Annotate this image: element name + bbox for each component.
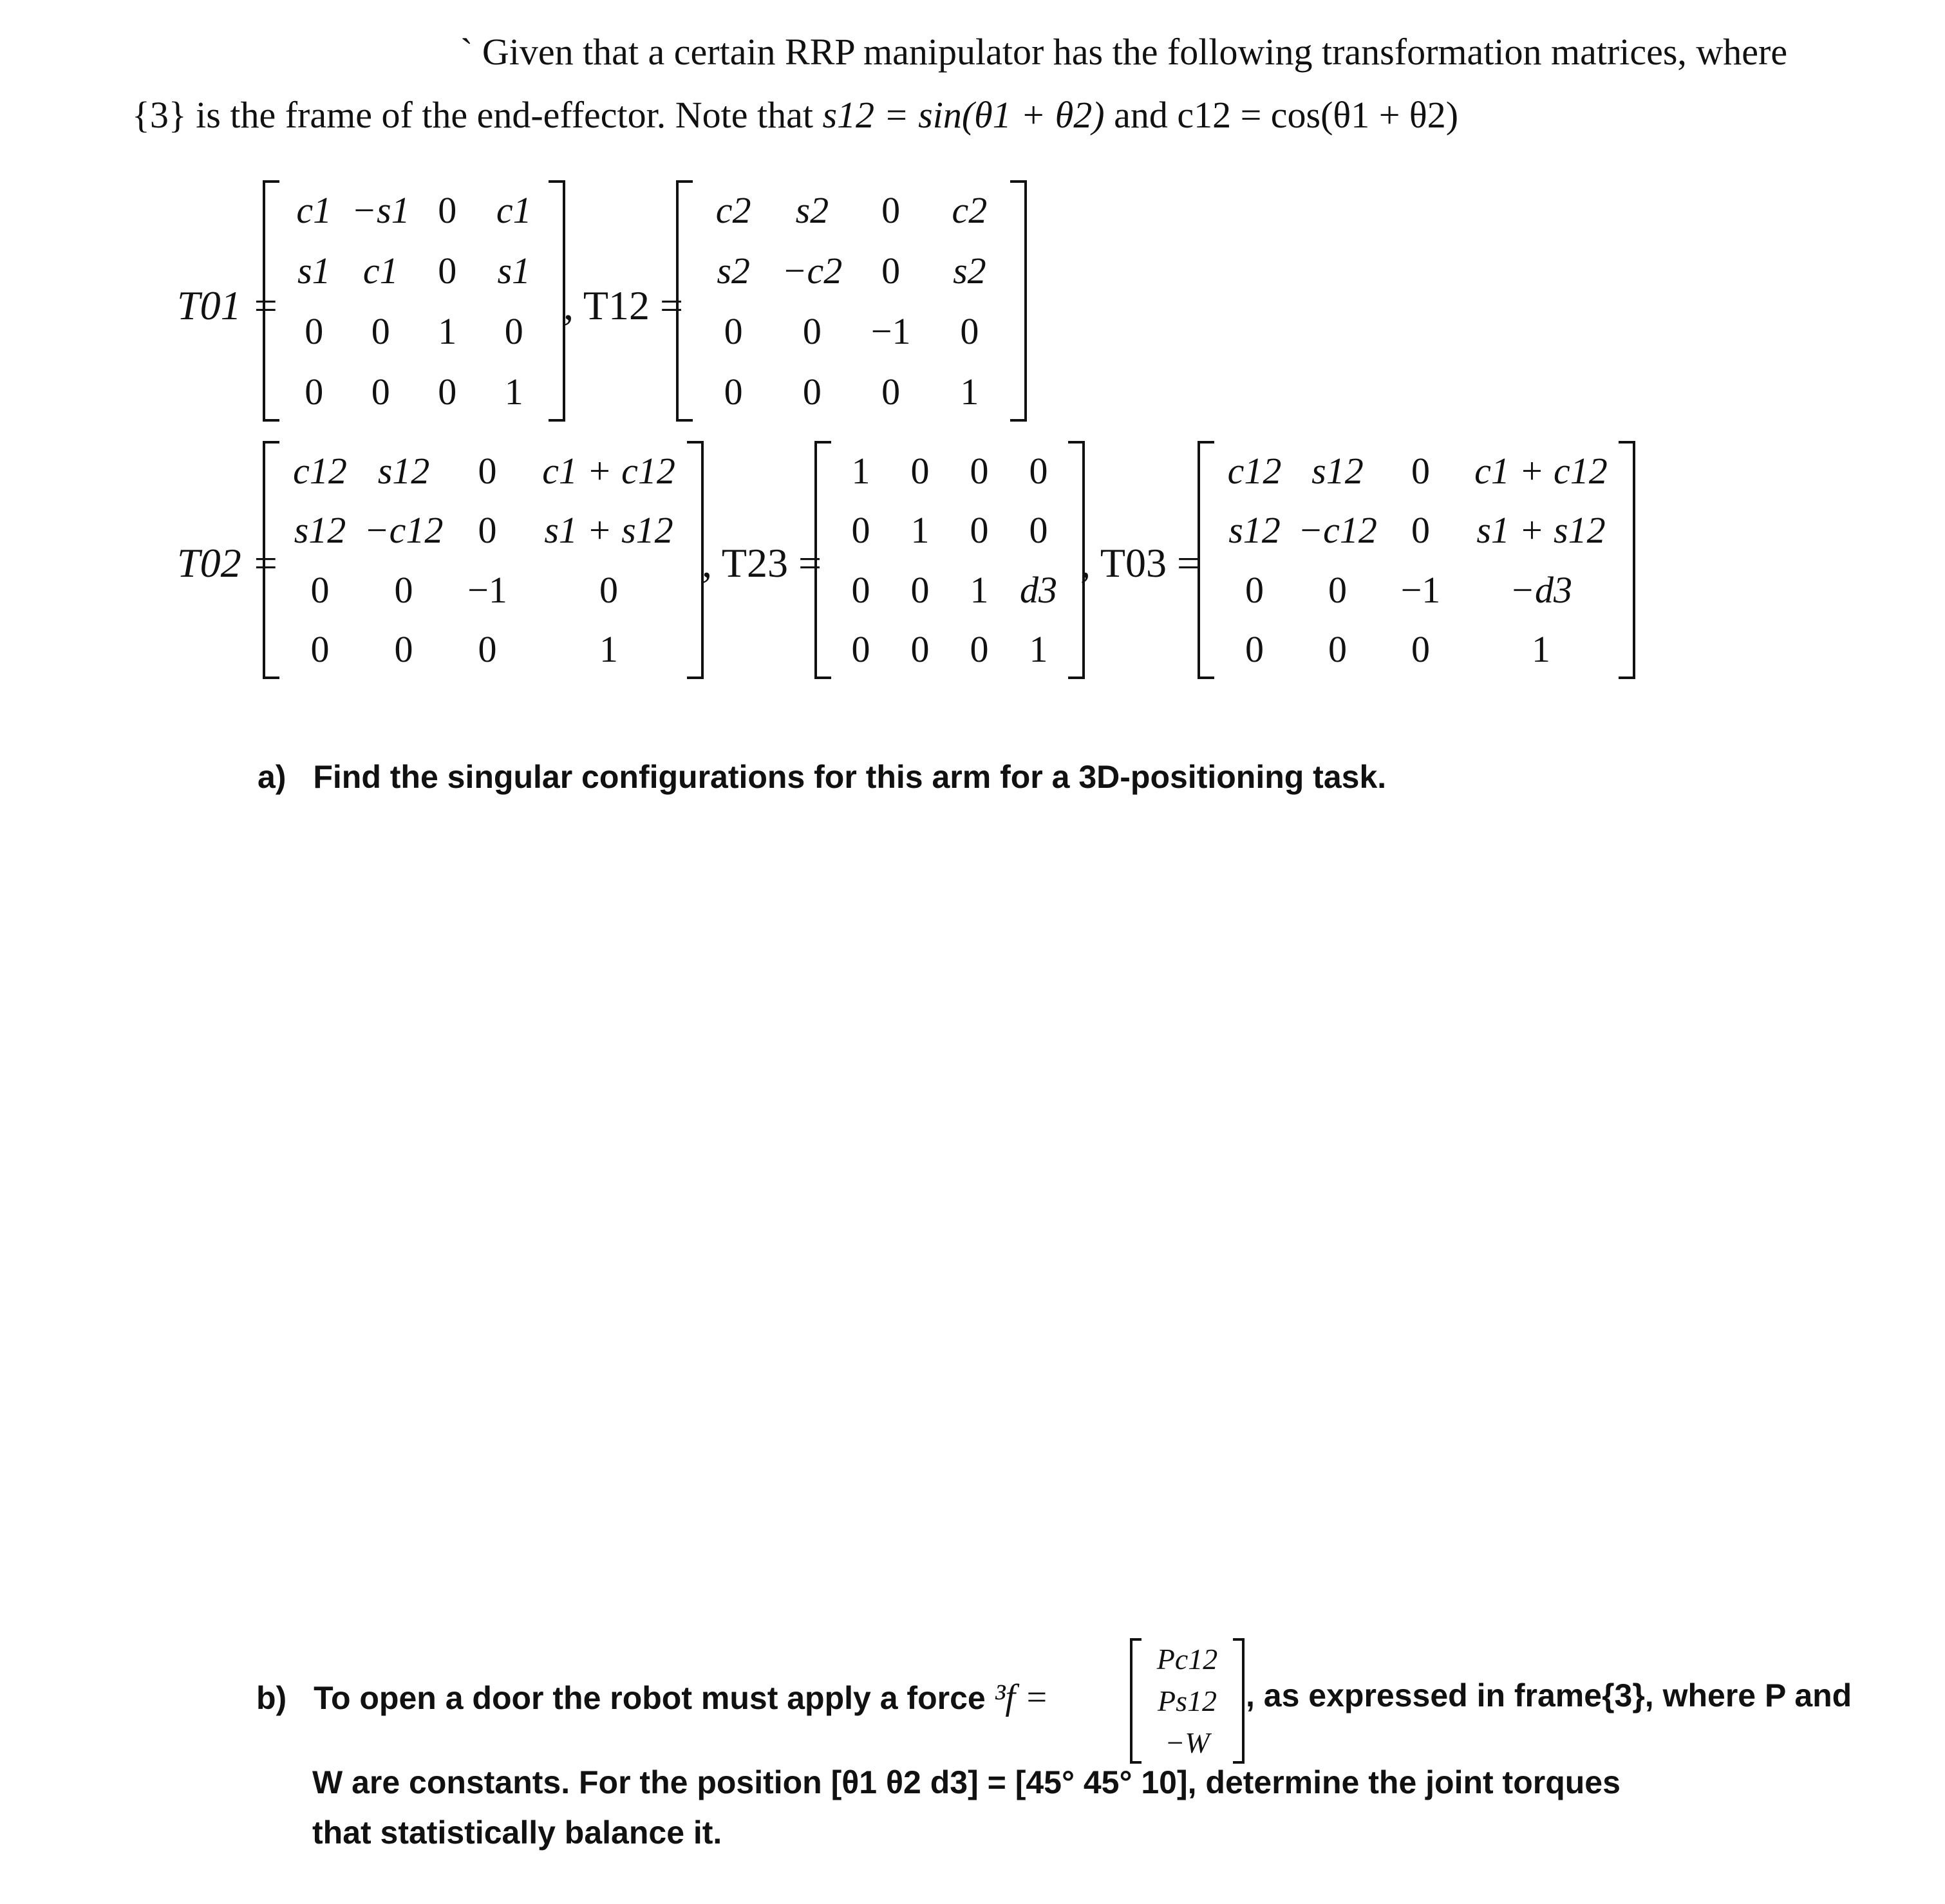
s12-definition: s12 = sin(θ1 + θ2) (822, 94, 1105, 136)
matrix-cell: 0 (599, 568, 618, 611)
matrix-cell: 1 (504, 370, 523, 413)
matrix-cell: 0 (1029, 449, 1048, 492)
c12-definition: c12 = cos(θ1 + θ2) (1177, 94, 1459, 136)
force-symbol: ³f = (994, 1677, 1049, 1717)
matrix-cell: 0 (478, 509, 497, 552)
matrix-cell: 0 (310, 568, 330, 611)
matrix-cell: 0 (1411, 449, 1430, 492)
matrix-cell: c1 (296, 189, 332, 232)
matrix-cell: 0 (371, 370, 390, 413)
intro-line-2 (132, 94, 1459, 136)
matrix-cell: 0 (310, 628, 330, 671)
matrix-cell: c2 (715, 189, 751, 232)
question-b-text-1: To open a door the robot must apply a force (314, 1680, 995, 1716)
matrix-cell: s1 (297, 250, 331, 292)
matrix-cell: 0 (970, 628, 989, 671)
matrix-cell: 0 (910, 449, 930, 492)
matrix-cell: 1 (438, 310, 457, 352)
matrix-cell: 1 (960, 370, 979, 413)
matrix-cell: 0 (724, 370, 743, 413)
question-b-line-1 (256, 1677, 1049, 1718)
matrix-cells (676, 180, 1027, 422)
matrix-cell: 0 (851, 628, 870, 671)
matrix-cell: 1 (599, 628, 618, 671)
force-component-z: −W (1165, 1726, 1210, 1759)
force-vector (1130, 1638, 1245, 1764)
matrix-cell: 0 (881, 250, 901, 292)
matrix-cells (1198, 441, 1635, 679)
question-b-marker: b) (256, 1680, 287, 1716)
matrix-t03 (1198, 441, 1635, 679)
intro-text-1: Given that a certain RRP manipulator has the following transformation matrices, where (482, 31, 1788, 73)
matrix-cells (263, 180, 565, 422)
question-a (258, 758, 1386, 796)
matrix-cell: d3 (1020, 568, 1057, 611)
matrix-cell: 0 (802, 310, 822, 352)
matrix-cells (814, 441, 1085, 679)
matrix-cell: 0 (1411, 509, 1430, 552)
matrix-cells (263, 441, 704, 679)
matrix-cell: s2 (795, 189, 829, 232)
matrix-cell: 1 (970, 568, 989, 611)
matrix-cell: s12 (1228, 509, 1281, 552)
matrix-cell: 0 (504, 310, 523, 352)
matrix-cell: c1 + c12 (1474, 449, 1608, 492)
matrix-cell: s1 + s12 (544, 509, 673, 552)
matrix-cell: −1 (870, 310, 911, 352)
matrix-cell: c2 (952, 189, 988, 232)
matrix-cell: 0 (910, 628, 930, 671)
matrix-cell: 0 (881, 370, 901, 413)
force-vector-cells (1130, 1638, 1245, 1764)
matrix-cell: 0 (851, 509, 870, 552)
matrix-cell: s12 (1311, 449, 1364, 492)
matrix-cell: −c12 (1298, 509, 1377, 552)
question-a-text: Find the singular configurations for this arm for a 3D-positioning task. (313, 759, 1387, 795)
matrix-cell: 0 (438, 370, 457, 413)
matrix-cell: s12 (294, 509, 346, 552)
matrix-cell: c1 (496, 189, 532, 232)
intro-line-1 (460, 33, 1787, 71)
matrix-cell: 1 (851, 449, 870, 492)
matrix-cell: 1 (910, 509, 930, 552)
matrix-cell: −1 (1400, 568, 1441, 611)
and-word: and (1104, 94, 1178, 136)
matrix-cell: c1 (362, 250, 399, 292)
matrix-cell: 0 (1245, 568, 1264, 611)
matrix-cell: −c12 (364, 509, 444, 552)
matrix-t23 (814, 441, 1085, 679)
t02-label: T02 = (177, 540, 279, 586)
matrix-cell: 0 (438, 189, 457, 232)
t03-label: , T03 = (1080, 540, 1201, 586)
matrix-cell: −d3 (1509, 568, 1573, 611)
matrix-cell: 0 (1411, 628, 1430, 671)
matrix-cell: 0 (1029, 509, 1048, 552)
intro-text-2: {3} is the frame of the end-effector. Note that (132, 94, 823, 136)
matrix-cell: s2 (953, 250, 986, 292)
t23-label: , T23 = (702, 540, 822, 586)
matrix-cell: 0 (478, 628, 497, 671)
t12-label: , T12 = (563, 283, 684, 328)
matrix-cell: 0 (970, 509, 989, 552)
matrix-cell: 0 (960, 310, 979, 352)
matrix-cell: −s1 (351, 189, 410, 232)
force-component-y: Ps12 (1158, 1685, 1217, 1717)
matrix-cell: c12 (1227, 449, 1282, 492)
matrix-cell: 0 (910, 568, 930, 611)
matrix-cell: 0 (305, 310, 324, 352)
matrix-cell: s12 (377, 449, 430, 492)
matrix-cell: 0 (970, 449, 989, 492)
matrix-t01 (263, 180, 565, 422)
matrix-cell: 0 (438, 250, 457, 292)
matrix-cell: 0 (394, 568, 413, 611)
matrix-cell: −1 (467, 568, 507, 611)
tick-mark: ` (460, 31, 473, 73)
matrix-cell: 0 (478, 449, 497, 492)
matrix-cell: 0 (851, 568, 870, 611)
matrix-cell: 0 (1245, 628, 1264, 671)
matrix-cell: 0 (881, 189, 901, 232)
matrix-cell: 0 (371, 310, 390, 352)
question-a-marker: a) (258, 759, 287, 795)
matrix-cell: 0 (394, 628, 413, 671)
matrix-cell: c1 + c12 (542, 449, 675, 492)
question-b-text-2: , as expressed in frame{3}, where P and (1246, 1677, 1852, 1713)
matrix-t12 (676, 180, 1027, 422)
matrix-cell: c12 (293, 449, 347, 492)
matrix-cell: −c2 (782, 250, 843, 292)
matrix-cell: 1 (1029, 628, 1048, 671)
matrix-cell: 0 (802, 370, 822, 413)
matrix-cell: 0 (1328, 568, 1347, 611)
question-b-line-3: that statistically balance it. (312, 1815, 722, 1851)
matrix-cell: s2 (717, 250, 750, 292)
matrix-cell: s1 + s12 (1476, 509, 1606, 552)
matrix-cell: 0 (305, 370, 324, 413)
matrix-t02 (263, 441, 704, 679)
force-component-x: Pc12 (1156, 1643, 1218, 1675)
matrix-cell: s1 (497, 250, 531, 292)
matrix-cell: 1 (1531, 628, 1550, 671)
t01-label: T01 = (177, 283, 279, 328)
matrix-cell: 0 (1328, 628, 1347, 671)
matrix-cell: 0 (724, 310, 743, 352)
question-b-line-2: W are constants. For the position [θ1 θ2 d3] = [45° 45° 10], determine the joint torques (312, 1764, 1621, 1800)
